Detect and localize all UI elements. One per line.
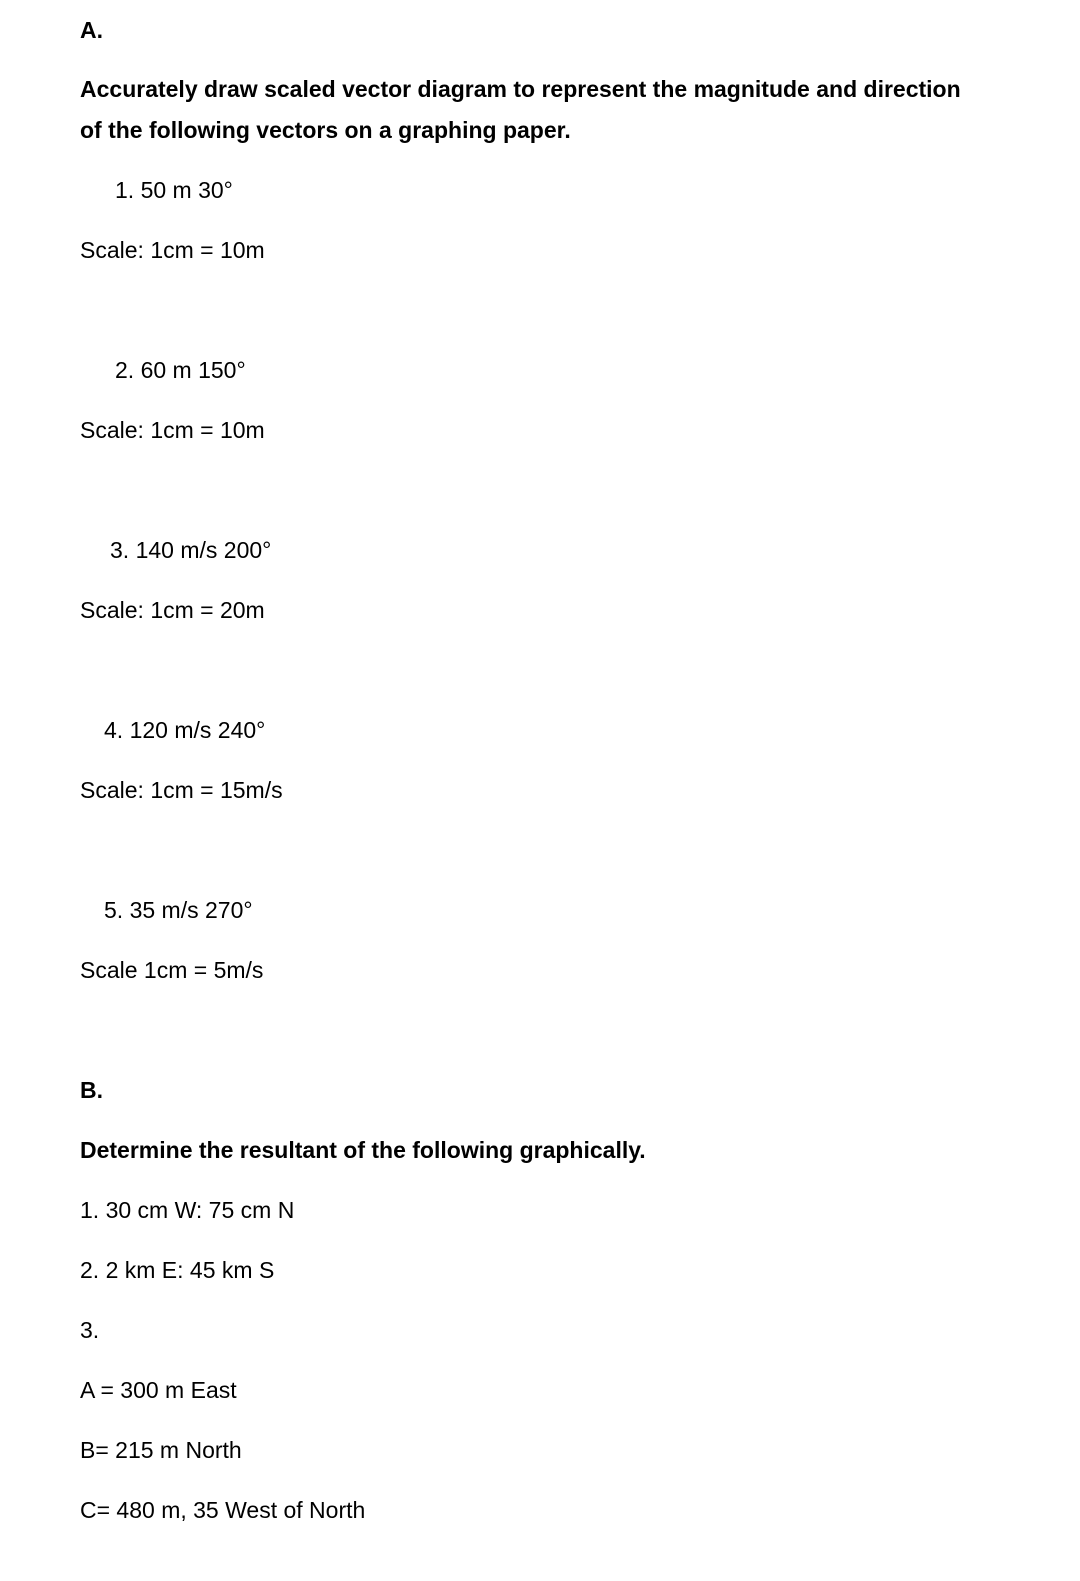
vector-scale-4: Scale: 1cm = 15m/s bbox=[80, 777, 283, 803]
vector-b: B= 215 m North bbox=[80, 1437, 242, 1463]
vector-a: A = 300 m East bbox=[80, 1377, 237, 1403]
section-b-instruction: Determine the resultant of the following graphically. bbox=[80, 1137, 646, 1163]
section-a-instruction-line2: of the following vectors on a graphing paper. bbox=[80, 117, 571, 143]
vector-scale-3: Scale: 1cm = 20m bbox=[80, 597, 265, 623]
vector-item-4: 4. 120 m/s 240° bbox=[104, 717, 266, 743]
resultant-item-1: 1. 30 cm W: 75 cm N bbox=[80, 1197, 295, 1223]
vector-scale-5: Scale 1cm = 5m/s bbox=[80, 957, 264, 983]
vector-item-3: 3. 140 m/s 200° bbox=[110, 537, 272, 563]
vector-item-1: 1. 50 m 30° bbox=[115, 177, 233, 203]
resultant-item-3: 3. bbox=[80, 1317, 100, 1343]
vector-item-2: 2. 60 m 150° bbox=[115, 357, 246, 383]
resultant-item-2: 2. 2 km E: 45 km S bbox=[80, 1257, 275, 1283]
section-a-instruction-line1: Accurately draw scaled vector diagram to represent the magnitude and direction bbox=[80, 76, 961, 102]
vector-scale-1: Scale: 1cm = 10m bbox=[80, 237, 265, 263]
section-b-heading: B. bbox=[80, 1077, 103, 1103]
vector-c: C= 480 m, 35 West of North bbox=[80, 1497, 366, 1523]
vector-scale-2: Scale: 1cm = 10m bbox=[80, 417, 265, 443]
section-a-heading: A. bbox=[80, 17, 103, 43]
vector-item-5: 5. 35 m/s 270° bbox=[104, 897, 253, 923]
